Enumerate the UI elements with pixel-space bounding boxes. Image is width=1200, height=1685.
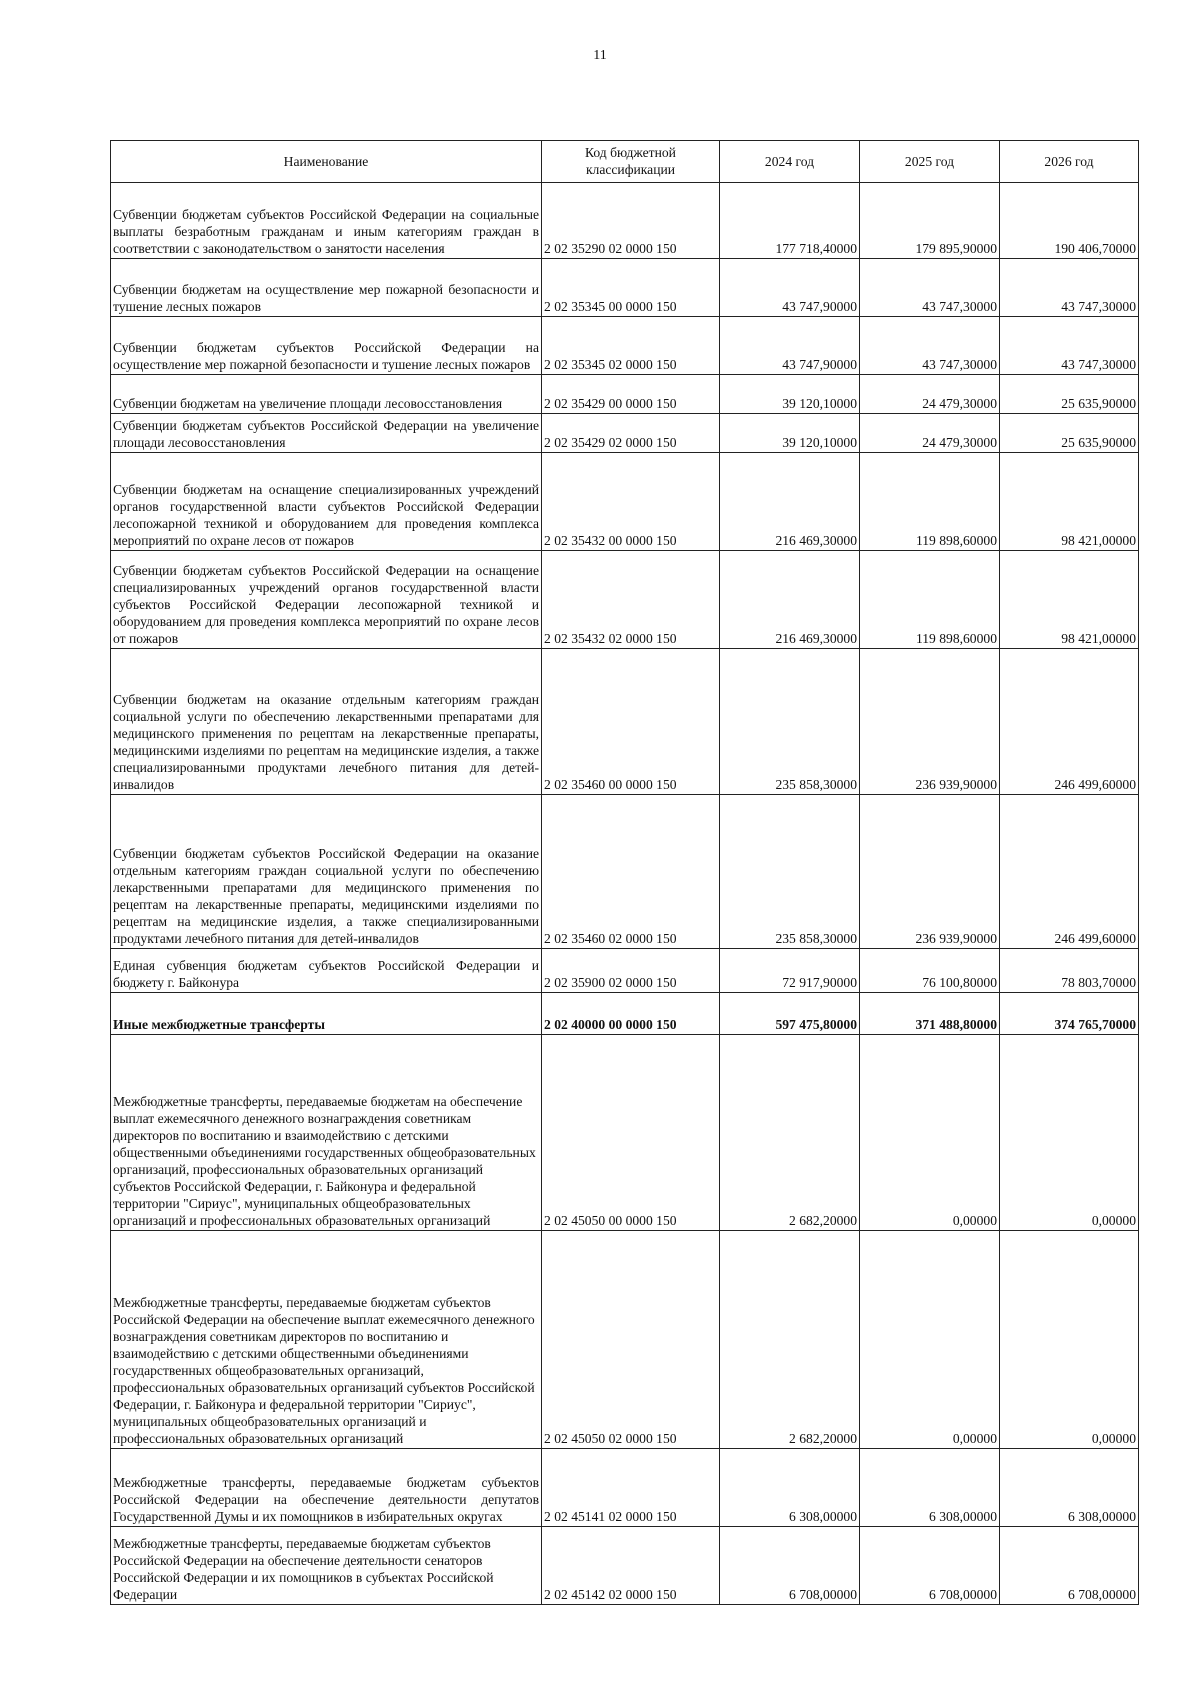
row-code: 2 02 35900 02 0000 150 — [542, 949, 720, 993]
row-2026: 43 747,30000 — [1000, 259, 1139, 317]
row-2025: 6 708,00000 — [860, 1527, 1000, 1605]
row-2024: 216 469,30000 — [720, 453, 860, 551]
row-code: 2 02 45050 00 0000 150 — [542, 1035, 720, 1231]
row-2026: 98 421,00000 — [1000, 551, 1139, 649]
row-2026: 25 635,90000 — [1000, 414, 1139, 453]
row-name: Субвенции бюджетам субъектов Российской Федерации на социальные выплаты безработным гражданам и иным категориям граждан в соответствии с законодательством о занятости населения — [111, 183, 542, 259]
row-code: 2 02 35429 02 0000 150 — [542, 414, 720, 453]
row-name: Межбюджетные трансферты, передаваемые бюджетам субъектов Российской Федерации на обеспечение деятельности депутатов Государственной Думы и их помощников в избирательных округах — [111, 1449, 542, 1527]
row-2025: 0,00000 — [860, 1231, 1000, 1449]
row-code: 2 02 35460 02 0000 150 — [542, 795, 720, 949]
row-2026: 25 635,90000 — [1000, 375, 1139, 414]
row-2025: 43 747,30000 — [860, 317, 1000, 375]
table-row — [111, 375, 1139, 414]
row-2025: 236 939,90000 — [860, 795, 1000, 949]
row-name: Субвенции бюджетам на осуществление мер пожарной безопасности и тушение лесных пожаров — [111, 259, 542, 317]
row-code: 2 02 35432 02 0000 150 — [542, 551, 720, 649]
row-code: 2 02 45141 02 0000 150 — [542, 1449, 720, 1527]
row-2024: 6 308,00000 — [720, 1449, 860, 1527]
header-name: Наименование — [111, 141, 542, 183]
row-2026: 0,00000 — [1000, 1035, 1139, 1231]
row-2026: 6 308,00000 — [1000, 1449, 1139, 1527]
row-2025: 43 747,30000 — [860, 259, 1000, 317]
table-row-total — [111, 993, 1139, 1035]
row-2025: 24 479,30000 — [860, 375, 1000, 414]
table-row — [111, 551, 1139, 649]
row-2024: 235 858,30000 — [720, 795, 860, 949]
row-2024: 597 475,80000 — [720, 993, 860, 1035]
table-row — [111, 949, 1139, 993]
row-name: Субвенции бюджетам субъектов Российской Федерации на оказание отдельным категориям граждан социальной услуги по обеспечению лекарственными препаратами для медицинского применения по рецептам на лекарственные препараты, медицинскими изделиями по рецептам на медицинские изделия, а также специализированными продуктами лечебного питания для детей-инвалидов — [111, 795, 542, 949]
row-name: Субвенции бюджетам на оказание отдельным категориям граждан социальной услуги по обеспечению лекарственными препаратами для медицинского применения по рецептам на лекарственные препараты, медицинскими изделиями по рецептам на медицинские изделия, а также специализированными продуктами лечебного питания для детей-инвалидов — [111, 649, 542, 795]
header-2026: 2026 год — [1000, 141, 1139, 183]
row-name: Единая субвенция бюджетам субъектов Российской Федерации и бюджету г. Байконура — [111, 949, 542, 993]
row-2025: 6 308,00000 — [860, 1449, 1000, 1527]
row-name: Межбюджетные трансферты, передаваемые бюджетам субъектов Российской Федерации на обеспечение деятельности сенаторов Российской Федерации и их помощников в субъектах Российской Федерации — [111, 1527, 542, 1605]
row-code: 2 02 35460 00 0000 150 — [542, 649, 720, 795]
row-2026: 374 765,70000 — [1000, 993, 1139, 1035]
page-number: 11 — [593, 48, 607, 63]
table-row — [111, 414, 1139, 453]
row-name: Межбюджетные трансферты, передаваемые бюджетам субъектов Российской Федерации на обеспечение выплат ежемесячного денежного вознаграждения советникам директоров по воспитанию и взаимодействию с детскими общественными объединениями государственных общеобразовательных организаций, профессиональных образовательных организаций субъектов Российской Федерации, г. Байконура и федеральной территории "Сириус", муниципальных общеобразовательных организаций и профессиональных образовательных организаций — [111, 1231, 542, 1449]
row-code: 2 02 35290 02 0000 150 — [542, 183, 720, 259]
row-2026: 190 406,70000 — [1000, 183, 1139, 259]
header-2025: 2025 год — [860, 141, 1000, 183]
row-2026: 43 747,30000 — [1000, 317, 1139, 375]
row-name: Субвенции бюджетам субъектов Российской Федерации на осуществление мер пожарной безопасности и тушение лесных пожаров — [111, 317, 542, 375]
row-code: 2 02 35345 02 0000 150 — [542, 317, 720, 375]
table-row — [111, 453, 1139, 551]
table-row — [111, 317, 1139, 375]
row-2026: 0,00000 — [1000, 1231, 1139, 1449]
row-2026: 6 708,00000 — [1000, 1527, 1139, 1605]
row-name: Межбюджетные трансферты, передаваемые бюджетам на обеспечение выплат ежемесячного денежного вознаграждения советникам директоров по воспитанию и взаимодействию с детскими общественными объединениями государственных общеобразовательных организаций, профессиональных образовательных организаций субъектов Российской Федерации, г. Байконура и федеральной территории "Сириус", муниципальных общеобразовательных организаций и профессиональных образовательных организаций — [111, 1035, 542, 1231]
row-2025: 179 895,90000 — [860, 183, 1000, 259]
row-2024: 235 858,30000 — [720, 649, 860, 795]
row-name: Субвенции бюджетам на оснащение специализированных учреждений органов государственной власти субъектов Российской Федерации лесопожарной техникой и оборудованием для проведения комплекса мероприятий по охране лесов от пожаров — [111, 453, 542, 551]
row-2024: 2 682,20000 — [720, 1035, 860, 1231]
row-2024: 72 917,90000 — [720, 949, 860, 993]
row-2026: 98 421,00000 — [1000, 453, 1139, 551]
table-row — [111, 1449, 1139, 1527]
row-code: 2 02 45050 02 0000 150 — [542, 1231, 720, 1449]
row-2025: 24 479,30000 — [860, 414, 1000, 453]
table-header-row — [111, 141, 1139, 183]
row-2024: 43 747,90000 — [720, 317, 860, 375]
row-2024: 43 747,90000 — [720, 259, 860, 317]
table-row — [111, 649, 1139, 795]
row-2024: 2 682,20000 — [720, 1231, 860, 1449]
row-2025: 236 939,90000 — [860, 649, 1000, 795]
row-2024: 177 718,40000 — [720, 183, 860, 259]
row-2024: 6 708,00000 — [720, 1527, 860, 1605]
row-2024: 39 120,10000 — [720, 414, 860, 453]
table-row — [111, 183, 1139, 259]
table-row — [111, 795, 1139, 949]
table-row — [111, 1527, 1139, 1605]
row-name: Субвенции бюджетам на увеличение площади лесовосстановления — [111, 375, 542, 414]
row-code: 2 02 35432 00 0000 150 — [542, 453, 720, 551]
row-2026: 78 803,70000 — [1000, 949, 1139, 993]
row-2025: 119 898,60000 — [860, 453, 1000, 551]
table-row — [111, 1035, 1139, 1231]
row-2026: 246 499,60000 — [1000, 649, 1139, 795]
header-code: Код бюджетной классификации — [542, 141, 720, 183]
row-code: 2 02 40000 00 0000 150 — [542, 993, 720, 1035]
row-2025: 76 100,80000 — [860, 949, 1000, 993]
row-2025: 119 898,60000 — [860, 551, 1000, 649]
budget-table — [110, 140, 1139, 1605]
table-row — [111, 259, 1139, 317]
row-name: Иные межбюджетные трансферты — [111, 993, 542, 1035]
row-code: 2 02 45142 02 0000 150 — [542, 1527, 720, 1605]
row-name: Субвенции бюджетам субъектов Российской Федерации на оснащение специализированных учреждений органов государственной власти субъектов Российской Федерации лесопожарной техникой и оборудованием для проведения комплекса мероприятий по охране лесов от пожаров — [111, 551, 542, 649]
row-code: 2 02 35345 00 0000 150 — [542, 259, 720, 317]
table-row — [111, 1231, 1139, 1449]
row-2024: 216 469,30000 — [720, 551, 860, 649]
row-2024: 39 120,10000 — [720, 375, 860, 414]
row-2025: 371 488,80000 — [860, 993, 1000, 1035]
row-2025: 0,00000 — [860, 1035, 1000, 1231]
row-name: Субвенции бюджетам субъектов Российской Федерации на увеличение площади лесовосстановления — [111, 414, 542, 453]
row-code: 2 02 35429 00 0000 150 — [542, 375, 720, 414]
row-2026: 246 499,60000 — [1000, 795, 1139, 949]
header-2024: 2024 год — [720, 141, 860, 183]
